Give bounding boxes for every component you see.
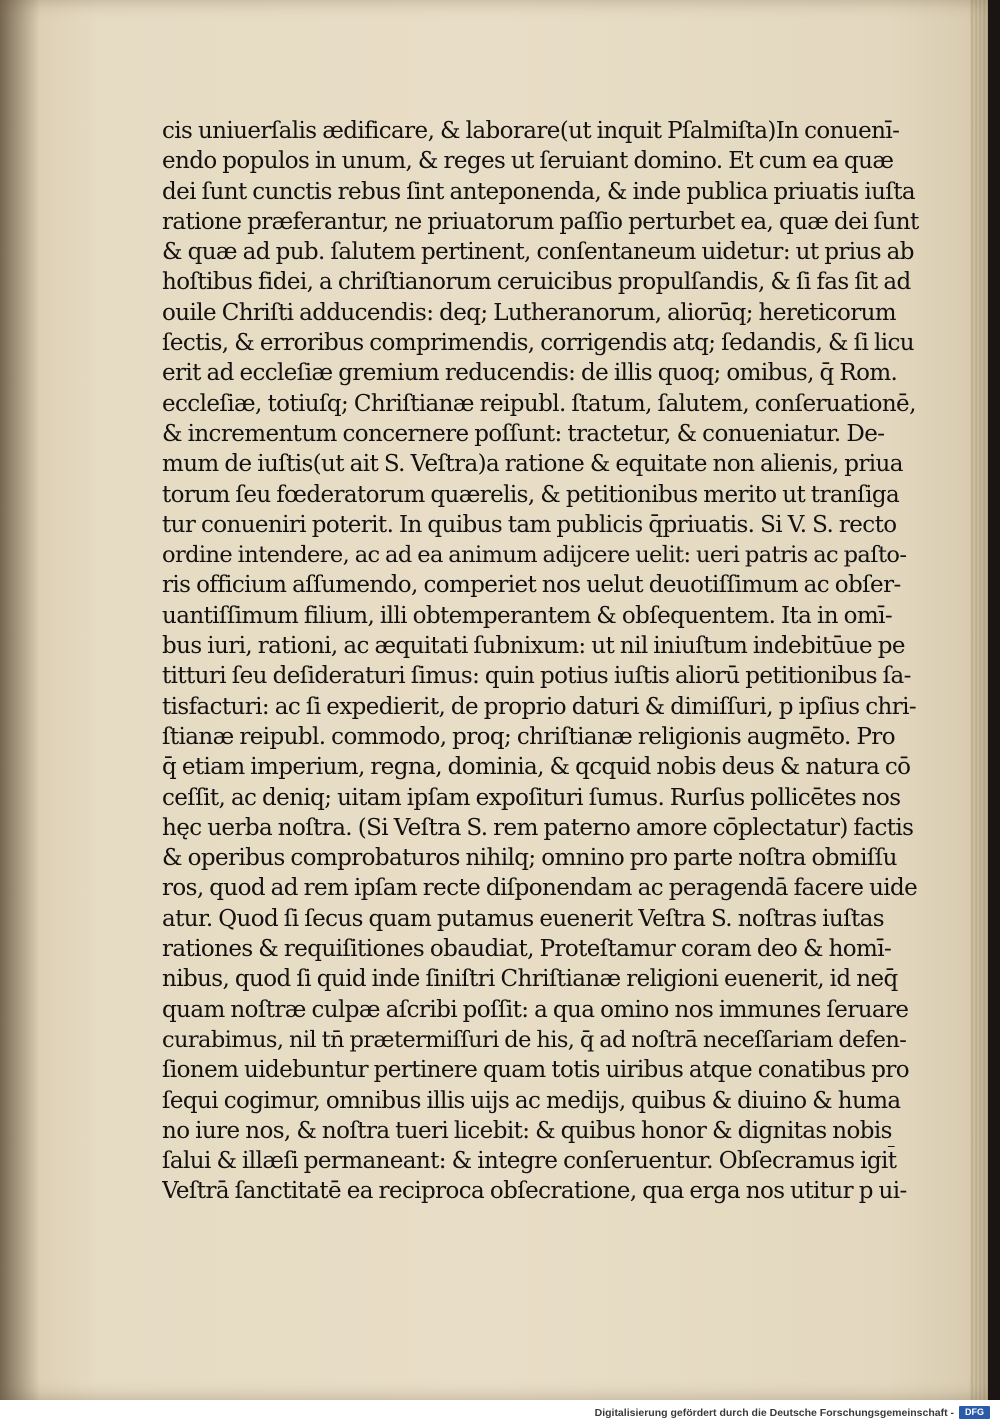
text-line: nibus, quod ſi quid inde ſiniſtri Chriſtianæ religioni euenerit, id neq̄ xyxy=(162,966,898,993)
text-line: & operibus comprobaturos nihilq; omnino pro parte noſtra obmiſſu xyxy=(162,845,897,872)
text-line: mum de iuſtis(ut ait S. Veſtra)a ratione & equitate non alienis, priua xyxy=(162,451,903,478)
text-line: ordine intendere, ac ad ea animum adijcere uelit: ueri patris ac paſto- xyxy=(162,542,907,569)
text-line: & quæ ad pub. ſalutem pertinent, conſentaneum uidetur: ut prius ab xyxy=(162,239,914,266)
text-line: ratione præferantur, ne priuatorum paſſio perturbet ea, quæ dei ſunt xyxy=(162,208,919,235)
funding-credit: Digitalisierung gefördert durch die Deutsche Forschungsgemeinschaft - xyxy=(594,1407,954,1419)
text-line: bus iuri, rationi, ac æquitati ſubnixum: ut nil iniuſtum indebitūue pe xyxy=(162,633,905,660)
page-edge xyxy=(970,0,988,1400)
text-line: q̄ etiam imperium, regna, dominia, & qcquid nobis deus & natura cō xyxy=(162,754,911,781)
dfg-logo-icon: DFG xyxy=(959,1406,990,1419)
text-line: ceſſit, ac deniq; uitam ipſam expoſituri ſumus. Rurſus pollicētes nos xyxy=(162,784,901,811)
text-line: uantiſſimum filium, illi obtemperantem & obſequentem. Ita in omī- xyxy=(162,602,893,629)
text-line: torum ſeu fœderatorum quærelis, & petitionibus merito ut tranſiga xyxy=(162,481,900,508)
text-line: tisfacturi: ac ſi expedierit, de proprio daturi & dimiſſuri, p ipſius chri- xyxy=(162,693,917,720)
text-line: cis uniuerſalis ædificare, & laborare(ut inquit Pſalmiſta)In conuenī- xyxy=(162,118,900,144)
text-line: ros, quod ad rem ipſam recte diſponendam ac peragendā facere uide xyxy=(162,875,918,902)
text-block xyxy=(162,116,922,1207)
text-line: ſionem uidebuntur pertinere quam totis uiribus atque conatibus pro xyxy=(162,1057,909,1084)
text-line: no iure nos, & noſtra tueri licebit: & quibus honor & dignitas nobis xyxy=(162,1117,892,1144)
text-line: ſectis, & erroribus comprimendis, corrigendis atq; ſedandis, & ſi licu xyxy=(162,330,915,357)
text-line: curabimus, nil tn̄ prætermiſſuri de his, q̄ ad noſtrā neceſſariam defen- xyxy=(162,1026,907,1053)
text-line: ris officium aſſumendo, comperiet nos uelut deuotiſſimum ac obſer- xyxy=(162,572,901,599)
text-line: rationes & requiſitiones obaudiat, Proteſtamur coram deo & homī- xyxy=(162,936,892,963)
text-line: titturi ſeu deſideraturi ſimus: quin potius iuſtis aliorū petitionibus ſa- xyxy=(162,663,911,690)
text-line: & incrementum concernere poſſunt: tractetur, & conueniatur. De- xyxy=(162,420,885,447)
text-line: dei ſunt cunctis rebus ſint anteponenda, & inde publica priuatis iuſta xyxy=(162,178,915,205)
text-line: quam noſtræ culpæ aſcribi poſſit: a qua omino nos immunes ſeruare xyxy=(162,996,909,1023)
text-line: ſequi cogimur, omnibus illis uijs ac medijs, quibus & diuino & huma xyxy=(162,1087,901,1114)
text-line: ſalui & illæſi permaneant: & integre conſeruentur. Obſecramus igit̄ xyxy=(162,1148,897,1175)
text-line: endo populos in unum, & reges ut ſeruiant domino. Et cum ea quæ xyxy=(162,148,894,175)
text-line: ouile Chriſti adducendis: deq; Lutheranorum, aliorūq; hereticorum xyxy=(162,299,897,326)
text-line: tur conueniri poterit. In quibus tam publicis q̄priuatis. Si V. S. recto xyxy=(162,511,897,538)
text-line: eccleſiæ, totiuſq; Chriſtianæ reipubl. ſtatum, ſalutem, conſeruationē, xyxy=(162,390,916,417)
text-line: hęc uerba noſtra. (Si Veſtra S. rem paterno amore cōplectatur) factis xyxy=(162,814,914,841)
text-line: atur. Quod ſi ſecus quam putamus euenerit Veſtra S. noſtras iuſtas xyxy=(162,905,885,932)
text-line: erit ad eccleſiæ gremium reducendis: de illis quoq; omibus, q̄ Rom. xyxy=(162,360,898,387)
text-line: ſtianæ reipubl. commodo, proq; chriſtianæ religionis augmēto. Pro xyxy=(162,723,895,750)
text-line: Veſtrā ſanctitatē ea reciproca obſecratione, qua erga nos utitur p ui- xyxy=(162,1178,907,1205)
text-line: hoſtibus fidei, a chriſtianorum ceruicibus propulſandis, & ſi fas ſit ad xyxy=(162,269,911,296)
footer-bar xyxy=(0,1400,1000,1425)
